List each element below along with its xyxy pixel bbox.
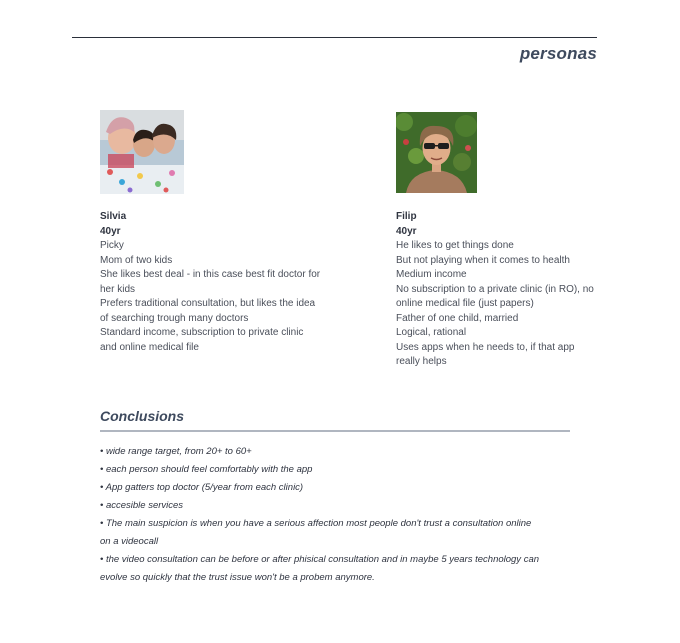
man-photo-icon — [396, 112, 477, 193]
conclusion-item: on a videocall — [100, 536, 159, 547]
persona-card-silvia — [100, 110, 350, 355]
persona-trait: No subscription to a private clinic (in RO), no — [396, 283, 594, 295]
conclusion-item: • accesible services — [100, 500, 184, 511]
persona-trait: Uses apps when he needs to, if that app — [396, 341, 575, 353]
persona-trait: online medical file (just papers) — [396, 298, 534, 309]
persona-trait: Logical, rational — [396, 327, 467, 338]
avatar — [100, 110, 184, 194]
conclusion-item: • wide range target, from 20+ to 60+ — [100, 446, 252, 457]
persona-age: 40yr — [100, 225, 121, 237]
conclusions-title: Conclusions — [100, 408, 185, 424]
persona-trait: But not playing when it comes to health — [396, 254, 570, 266]
top-divider — [72, 37, 597, 38]
conclusion-item: • The main suspicion is when you have a serious affection most people don't trust a consultation online — [100, 518, 532, 529]
persona-card-filip — [396, 110, 626, 370]
conclusion-item: • App gatters top doctor (5/year from each clinic) — [100, 482, 304, 493]
persona-trait: her kids — [100, 283, 136, 295]
conclusions-list — [100, 443, 580, 587]
persona-name: Filip — [396, 211, 417, 222]
persona-trait: Mom of two kids — [100, 254, 173, 266]
persona-trait: She likes best deal - in this case best fit doctor for — [100, 269, 321, 280]
persona-trait: Picky — [100, 240, 124, 251]
persona-trait: really helps — [396, 356, 447, 367]
avatar — [396, 112, 477, 193]
family-photo-icon — [100, 110, 184, 194]
persona-trait: of searching trough many doctors — [100, 312, 249, 324]
conclusion-item: • each person should feel comfortably with the app — [100, 464, 313, 475]
persona-name: Silvia — [100, 211, 127, 222]
page-title: personas — [519, 44, 597, 63]
persona-age: 40yr — [396, 225, 417, 237]
persona-trait: Standard income, subscription to private clinic — [100, 327, 304, 338]
conclusion-item: evolve so quickly that the trust issue won't be a probem anymore. — [100, 572, 375, 583]
persona-trait: He likes to get things done — [396, 240, 514, 251]
persona-trait: and online medical file — [100, 341, 199, 353]
persona-trait: Medium income — [396, 269, 467, 280]
persona-trait: Father of one child, married — [396, 312, 519, 324]
persona-trait: Prefers traditional consultation, but likes the idea — [100, 298, 316, 309]
conclusions-divider — [100, 430, 570, 432]
conclusion-item: • the video consultation can be before or after phisical consultation and in maybe 5 years technology can — [100, 554, 540, 565]
